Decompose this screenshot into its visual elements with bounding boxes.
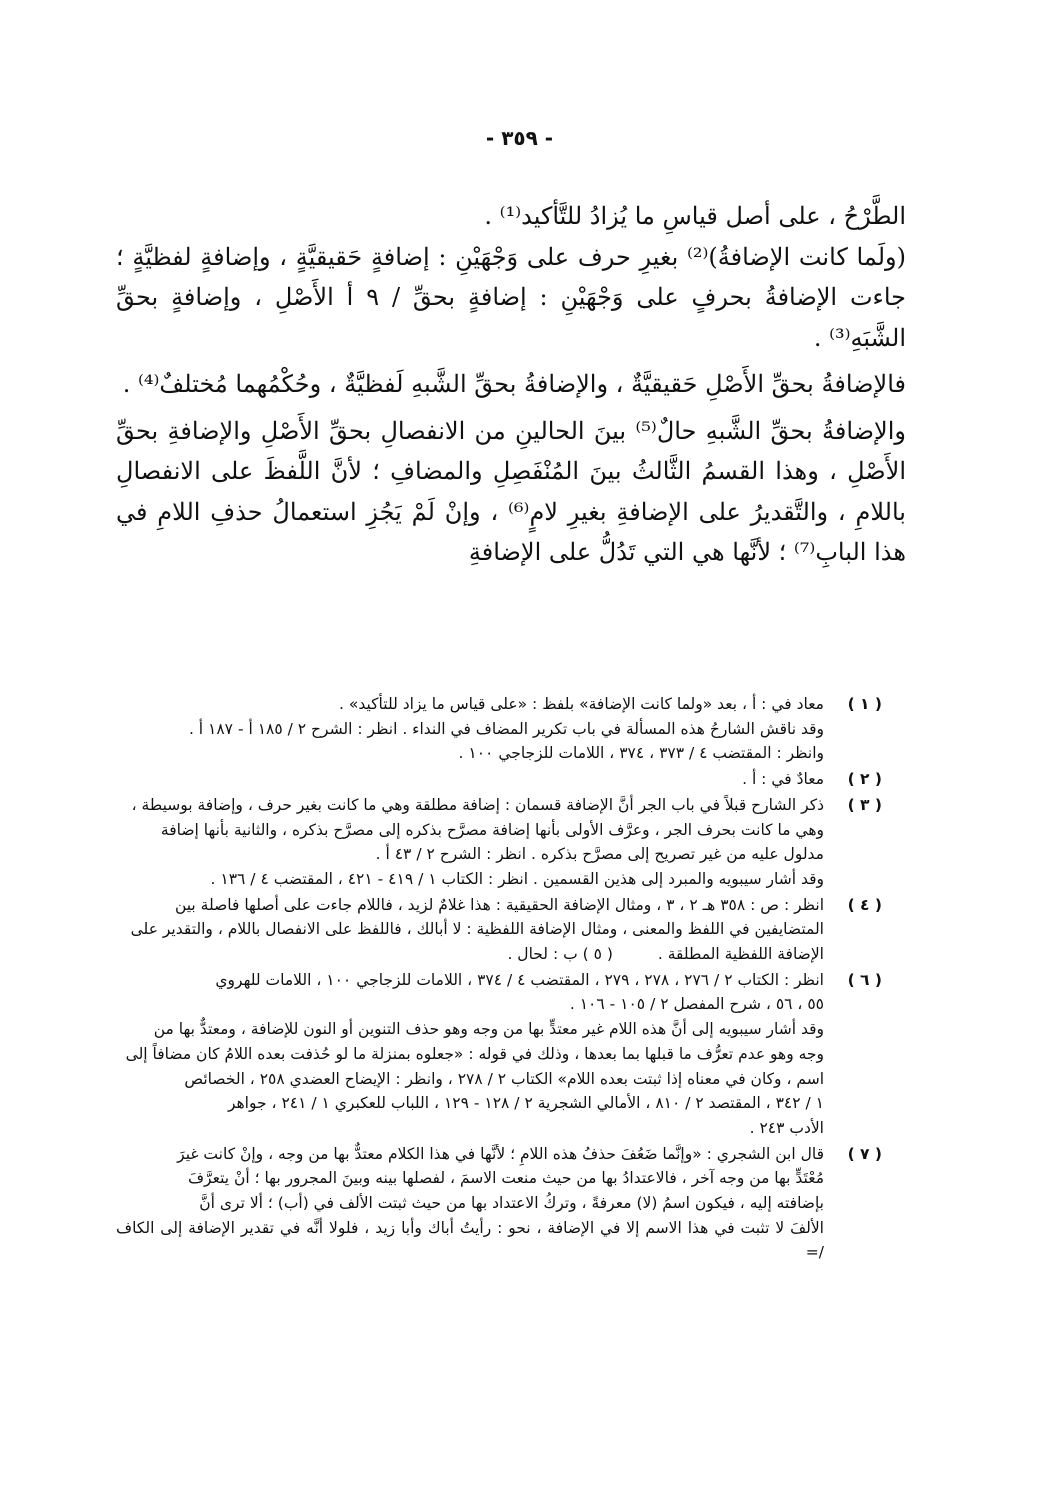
main-paragraph: الطَّرْحُ ، على أصل قياسِ ما يُزادُ للتَّأكيد⁽¹⁾ . (484, 202, 906, 230)
main-paragraph: والإضافةُ بحقِّ الشَّبهِ حالٌ⁽⁵⁾ بينَ الحالينِ من الانفصالِ بحقِّ الأَصْلِ والإضافةِ بحقِّ الأَصْلِ ، وهذا القسمُ الثَّالثُ بينَ المُنْفَصِلِ والمضافِ ؛ لأنَّ اللَّفظَ على الانفصالِ باللامِ ، والتَّقديرُ على الإضافةِ بغيرِ لامٍ⁽⁶⁾ ، وإنْ لَمْ يَجُزِ استعمالُ حذفِ اللامِ في هذا البابِ⁽⁷⁾ ؛ لأنَّها هي التي تَدُلُّ على الإضافةِ (116, 416, 906, 566)
footnote-line: انظر : ص : ٣٥٨ هـ ٢ ، ٣ ، ومثال الإضافة الحقيقية : هذا غلامٌ لزيد ، فاللام جاءت على أصلها فاصلة بين (174, 895, 824, 914)
footnote-6 (116, 968, 882, 1141)
footnote-line (116, 942, 824, 967)
footnote-line: ذكر الشارح قبلاً في باب الجر أنَّ الإضافة قسمان : إضافة مطلقة وهي ما كانت بغير حرف ، وإضافة بوسيطة ، (131, 795, 824, 814)
footnote-line: الألفَ لا تثبت في هذا الاسم إلا في الإضافة ، نحو : رأيتُ أباك وأبا زيد ، فلولا أنَّه في تقدير الإضافة إلى الكاف /= (116, 1218, 824, 1262)
main-paragraph: فالإضافةُ بحقِّ الأَصْلِ حَقيقيَّةٌ ، والإضافةُ بحقِّ الشَّبهِ لَفظيَّةٌ ، وحُكْمُهما مُختلفٌ⁽⁴⁾ . (122, 370, 906, 398)
footnote-separator (116, 682, 906, 683)
page-number: - ٣٥٩ - (485, 126, 554, 150)
footnote-number: ( ١ ) (847, 695, 882, 713)
footnote-number: ( ٣ ) (847, 795, 882, 814)
footnotes (116, 692, 882, 1266)
footnote-number: ( ٢ ) (847, 770, 882, 789)
footnote-line: مُعْتَدٍّ بها من وجه آخر ، فالاعتدادُ بها من حيث منعت الاسمَ ، لفصلها بينه وبينَ المجرور بها ؛ أنْ يتعرَّفَ (187, 1169, 824, 1188)
footnote-text: الإضافة اللفظية المطلقة . (657, 945, 824, 964)
footnote-line: ٥٥ ، ٥٦ ، شرح المفصل ٢ / ١٠٥ - ١٠٦ . (569, 995, 824, 1014)
footnote-line: معادٌ في : أ . (742, 770, 824, 789)
footnote-line: وجه وهو عدم تعرُّف ما قبلها بما بعدها ، وذلك في قوله : «جعلوه بمنزلة ما لو حُذفت بعده اللامُ كان مضافاً إلى (125, 1044, 824, 1063)
main-paragraph: (ولَما كانت الإضافةُ)⁽²⁾ بغيرِ حرف على وَجْهَيْنِ : إضافةٍ حَقيقيَّةٍ ، وإضافةٍ لفظيَّةٍ ؛ جاءت الإضافةُ بحرفٍ على وَجْهَيْنِ : إضافةٍ بحقِّ / ٩ أ الأَصْلِ ، وإضافةٍ بحقِّ الشَّبَهِ⁽³⁾ . (116, 242, 907, 352)
footnote-line: اسم ، وكان في معناه إذا ثبتت بعده اللام» الكتاب ٢ / ٢٧٨ ، وانظر : الإيضاح العضدي ٢٥٨ ، الخصائص (184, 1069, 824, 1088)
footnote-number: ( ٤ ) (847, 895, 882, 914)
footnote-line: مدلول عليه من غير تصريح إلى مصرَّح بذكره . انظر : الشرح ٢ / ٤٣ أ . (375, 845, 824, 864)
footnote-line: انظر : الكتاب ٢ / ٢٧٦ ، ٢٧٨ ، ٢٧٩ ، المقتضب ٤ / ٣٧٤ ، اللامات للزجاجي ١٠٠ ، اللامات للهروي (215, 970, 824, 989)
footnote-number: ( ٧ ) (847, 1144, 882, 1163)
footnote-line: بإضافته إليه ، فيكون اسمُ (لا) معرفةً ، وتركُ الاعتداد بها من حيث ثبتت الألف في (أب) ؛ ألا ترى أنَّ (199, 1194, 824, 1213)
footnote-number: ( ٦ ) (847, 970, 882, 989)
footnote-line: وقد أشار سيبويه والمبرد إلى هذين القسمين . انظر : الكتاب ١ / ٤١٩ - ٤٢١ ، المقتضب ٤ / ١٣٦ . (210, 869, 824, 888)
footnote-line: وقد أشار سيبويه إلى أنَّ هذه اللام غير معتدٍّ بها من وجه وهو حذف التنوين أو النون للإضافة ، ومعتدٌّ بها من (153, 1020, 824, 1039)
footnote-2 (116, 767, 882, 792)
footnote-4 (116, 893, 882, 967)
footnote-3 (116, 793, 882, 892)
footnote-line: ١ / ٣٤٢ ، المقتصد ٢ / ٨١٠ ، الأمالي الشجرية ٢ / ١٢٨ - ١٢٩ ، اللباب للعكبري ١ / ٢٤١ ، جواهر (227, 1094, 824, 1113)
footnote-line: الأدب ٢٤٣ . (749, 1118, 824, 1137)
footnote-line: وانظر : المقتضب ٤ / ٣٧٣ ، ٣٧٤ ، اللامات للزجاجي ١٠٠ . (458, 744, 824, 763)
footnote-1 (116, 692, 882, 766)
main-text (116, 196, 906, 573)
footnote-5-inline: ( ٥ ) ب : لحال . (507, 945, 613, 964)
footnote-7 (116, 1142, 882, 1266)
footnote-line: قال ابن الشجري : «وإنَّما ضَعُفَ حذفُ هذه اللامِ ؛ لأنَّها في هذا الكلام معتدٌّ بها من وجه ، وإنْ كانت غيرَ (177, 1144, 824, 1163)
footnote-line: المتضايفين في اللفظ والمعنى ، ومثال الإضافة اللفظية : لا أبالك ، فاللفظ على الانفصال باللام ، والتقدير على (130, 920, 824, 939)
footnote-line: وقد ناقش الشارحُ هذه المسألة في باب تكرير المضاف في النداء . انظر : الشرح ٢ / ١٨٥ أ - ١٨٧ أ . (188, 719, 824, 738)
footnote-line: وهي ما كانت بحرف الجر ، وعرَّف الأولى بأنها إضافة مصرَّح بذكره إلى مصرَّح بذكره ، والثانية بأنها إضافة (160, 820, 824, 839)
footnote-line: معاد في : أ ، بعد «ولما كانت الإضافة» بلفظ : «على قياس ما يزاد للتأكيد» . (339, 695, 824, 713)
